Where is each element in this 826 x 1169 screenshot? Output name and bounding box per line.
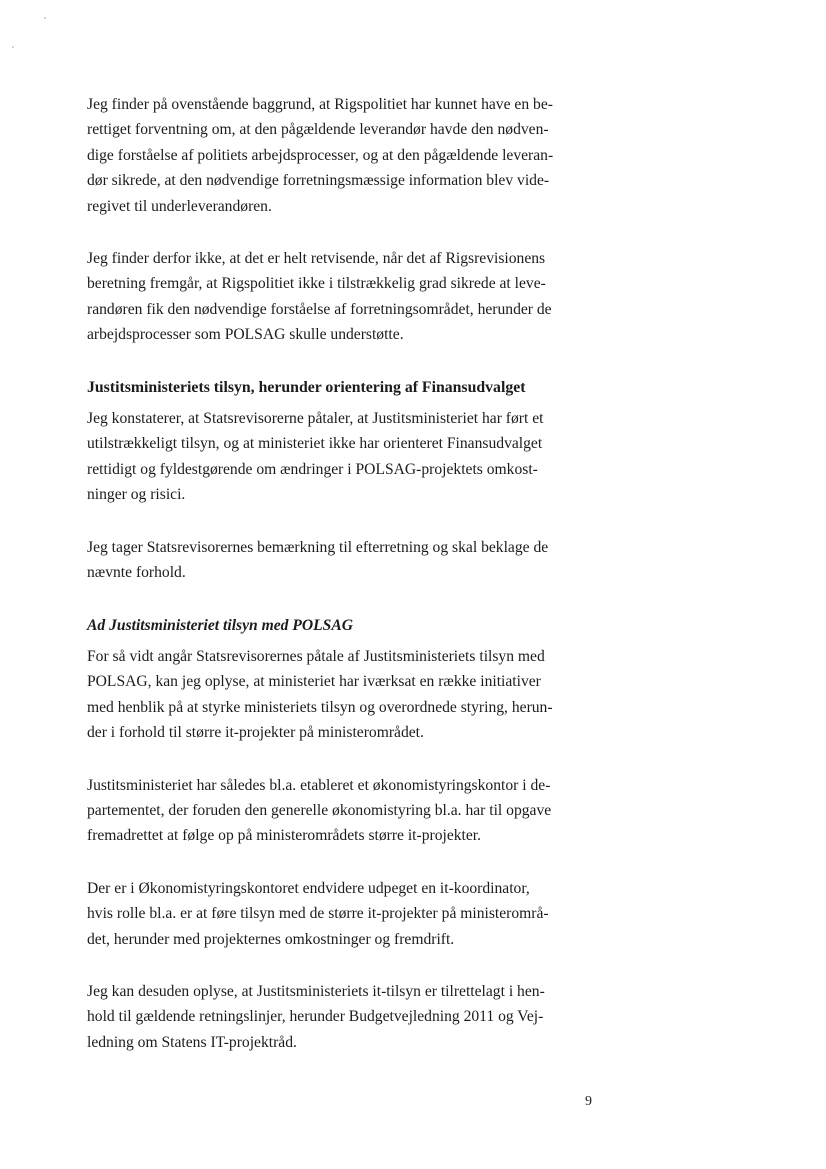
paragraph: Jeg finder på ovenstående baggrund, at Rigspolitiet har kunnet have en be- rettiget forventning om, at den pågældende leverandør havde den nødven- dige forståelse af politiets arbejdsprocesser, og at den pågældende leveran- dør sikrede, at den nødvendige forretningsmæssige information blev vide- regivet til underleverandøren. bbox=[87, 96, 554, 215]
paragraph: Jeg kan desuden oplyse, at Justitsministeriets it-tilsyn er tilrettelagt i hen- hold til gældende retningslinjer, herunder Budgetvejledning 2011 og Vej- ledning om Statens IT-projektråd. bbox=[87, 982, 545, 1051]
paragraph: Der er i Økonomistyringskontoret endvidere udpeget en it-koordinator, hvis rolle bl.a. er at føre tilsyn med de større it-projekter på ministerområ- det, herunder med projekternes omkostninger og fremdrift. bbox=[87, 879, 549, 948]
document-body bbox=[87, 92, 592, 1055]
subsection-heading: Ad Justitsministeriet tilsyn med POLSAG bbox=[87, 616, 353, 634]
paragraph: Jeg tager Statsrevisorernes bemærkning til efterretning og skal beklage de nævnte forhold. bbox=[87, 538, 549, 582]
paragraph: Jeg finder derfor ikke, at det er helt retvisende, når det af Rigsrevisionens beretning fremgår, at Rigspolitiet ikke i tilstrækkelig grad sikrede at leve- randøren fik den nødvendige forståelse af forretningsområdet, herunder de arbejdsprocesser som POLSAG skulle understøtte. bbox=[87, 250, 552, 344]
paragraph: Justitsministeriet har således bl.a. etableret et økonomistyringskontor i de- partementet, der foruden den generelle økonomistyring bl.a. har til opgave fremadrettet at følge op på ministerområdets større it-projekter. bbox=[87, 776, 552, 845]
scan-speck bbox=[44, 17, 46, 19]
paragraph: Jeg konstaterer, at Statsrevisorerne påtaler, at Justitsministeriet har ført et utilstrækkeligt tilsyn, og at ministeriet ikke har orienteret Finansudvalget rettidigt og fyldestgørende om ændringer i POLSAG-projektets omkost- ninger og risici. bbox=[87, 410, 544, 504]
scan-speck bbox=[12, 46, 14, 48]
section-heading: Justitsministeriets tilsyn, herunder orientering af Finansudvalget bbox=[87, 378, 526, 396]
page-number: 9 bbox=[585, 1094, 592, 1109]
paragraph: For så vidt angår Statsrevisorernes påtale af Justitsministeriets tilsyn med POLSAG, kan jeg oplyse, at ministeriet har iværksat en række initiativer med henblik på at styrke ministeriets tilsyn og overordnede styring, herun- der i forhold til større it-projekter på ministerområdet. bbox=[87, 647, 553, 742]
